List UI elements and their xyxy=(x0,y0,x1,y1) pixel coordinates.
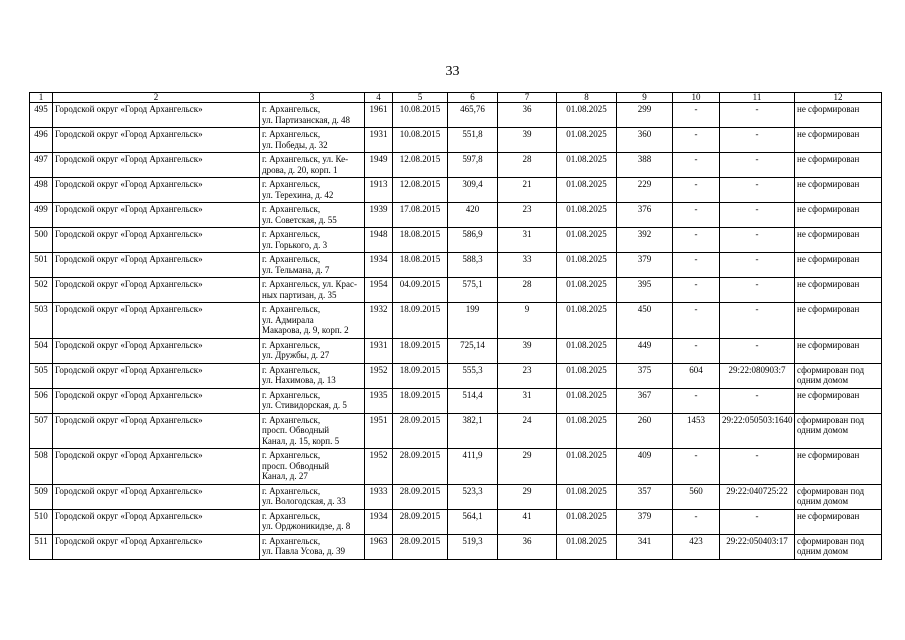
column11-cell: 29:22:080903:7 xyxy=(720,363,795,388)
residents-cell: 31 xyxy=(498,228,557,253)
date-cell: 28.09.2015 xyxy=(393,509,448,534)
column11-cell: - xyxy=(720,303,795,339)
column10-cell: - xyxy=(673,278,720,303)
district-cell: Городской округ «Город Архангельск» xyxy=(53,388,260,413)
year-cell: 1954 xyxy=(365,278,393,303)
plan-date-cell: 01.08.2025 xyxy=(557,484,617,509)
row-number: 500 xyxy=(30,228,53,253)
column10-cell: 1453 xyxy=(673,413,720,449)
address-cell-line: ул. Орджоникидзе, д. 8 xyxy=(262,521,351,531)
address-cell-line: ул. Павла Усова, д. 39 xyxy=(262,546,345,556)
residents-cell: 28 xyxy=(498,278,557,303)
status-cell-line: не сформирован xyxy=(797,510,860,521)
address-cell-line: г. Архангельск, xyxy=(262,535,321,546)
date-cell: 12.08.2015 xyxy=(393,178,448,203)
column-number-row xyxy=(30,93,882,103)
district-cell: Городской округ «Город Архангельск» xyxy=(53,484,260,509)
address-cell-line: г. Архангельск, xyxy=(262,204,321,214)
address-cell xyxy=(260,534,365,559)
district-cell: Городской округ «Город Архангельск» xyxy=(53,278,260,303)
column10-cell: - xyxy=(673,509,720,534)
column10-cell: - xyxy=(673,203,720,228)
year-cell: 1951 xyxy=(365,413,393,449)
column-header: 2 xyxy=(53,93,260,103)
date-cell: 10.08.2015 xyxy=(393,103,448,128)
date-cell: 28.09.2015 xyxy=(393,413,448,449)
days-cell: 341 xyxy=(617,534,673,559)
status-cell-line: не сформирован xyxy=(797,279,860,289)
days-cell: 379 xyxy=(617,253,673,278)
year-cell: 1932 xyxy=(365,303,393,339)
plan-date-cell: 01.08.2025 xyxy=(557,278,617,303)
days-cell: 299 xyxy=(617,103,673,128)
status-cell xyxy=(795,484,882,509)
status-cell-line: одним домом xyxy=(797,425,849,435)
status-cell-line: одним домом xyxy=(797,546,849,556)
address-cell-line: г. Архангельск, ул. Ке- xyxy=(262,154,349,164)
plan-date-cell: 01.08.2025 xyxy=(557,338,617,363)
district-cell: Городской округ «Город Архангельск» xyxy=(53,338,260,363)
column11-cell: - xyxy=(720,278,795,303)
residents-cell: 28 xyxy=(498,153,557,178)
column-header: 3 xyxy=(260,93,365,103)
address-cell xyxy=(260,449,365,485)
district-cell: Городской округ «Город Архангельск» xyxy=(53,449,260,485)
days-cell: 388 xyxy=(617,153,673,178)
table-row xyxy=(30,363,882,388)
address-cell-line: г. Архангельск, xyxy=(262,485,321,496)
address-cell xyxy=(260,413,365,449)
area-cell: 586,9 xyxy=(448,228,498,253)
date-cell: 18.09.2015 xyxy=(393,388,448,413)
plan-date-cell: 01.08.2025 xyxy=(557,178,617,203)
district-cell: Городской округ «Город Архангельск» xyxy=(53,303,260,339)
address-cell-line: г. Архангельск, xyxy=(262,414,321,425)
plan-date-cell: 01.08.2025 xyxy=(557,388,617,413)
table-row xyxy=(30,509,882,534)
status-cell-line: не сформирован xyxy=(797,304,860,314)
column10-cell: 423 xyxy=(673,534,720,559)
address-cell xyxy=(260,338,365,363)
year-cell: 1935 xyxy=(365,388,393,413)
district-cell: Городской округ «Город Архангельск» xyxy=(53,228,260,253)
column-header: 4 xyxy=(365,93,393,103)
column10-cell: - xyxy=(673,303,720,339)
row-number: 510 xyxy=(30,509,53,534)
days-cell: 360 xyxy=(617,128,673,153)
status-cell-line: не сформирован xyxy=(797,389,860,400)
area-cell: 564,1 xyxy=(448,509,498,534)
plan-date-cell: 01.08.2025 xyxy=(557,449,617,485)
address-cell xyxy=(260,253,365,278)
area-cell: 465,76 xyxy=(448,103,498,128)
plan-date-cell: 01.08.2025 xyxy=(557,228,617,253)
column-header: 9 xyxy=(617,93,673,103)
district-cell: Городской округ «Город Архангельск» xyxy=(53,534,260,559)
row-number: 495 xyxy=(30,103,53,128)
address-cell-line: просп. Обводный xyxy=(262,460,330,471)
days-cell: 375 xyxy=(617,363,673,388)
district-cell: Городской округ «Город Архангельск» xyxy=(53,128,260,153)
plan-date-cell: 01.08.2025 xyxy=(557,128,617,153)
residents-cell: 39 xyxy=(498,128,557,153)
row-number: 499 xyxy=(30,203,53,228)
row-number: 503 xyxy=(30,303,53,339)
address-cell-line: дрова, д. 20, корп. 1 xyxy=(262,164,338,175)
status-cell xyxy=(795,449,882,485)
address-cell-line: ул. Горького, д. 3 xyxy=(262,239,328,250)
status-cell xyxy=(795,153,882,178)
days-cell: 450 xyxy=(617,303,673,339)
address-cell-line: ул. Советская, д. 55 xyxy=(262,214,337,225)
area-cell: 588,3 xyxy=(448,253,498,278)
column11-cell: - xyxy=(720,338,795,363)
column11-cell: - xyxy=(720,253,795,278)
year-cell: 1931 xyxy=(365,338,393,363)
column11-cell: 29:22:050403:17 xyxy=(720,534,795,559)
status-cell-line: сформирован под xyxy=(797,485,865,496)
row-number: 496 xyxy=(30,128,53,153)
address-cell-line: ул. Нахимова, д. 13 xyxy=(262,375,336,385)
area-cell: 382,1 xyxy=(448,413,498,449)
address-cell-line: г. Архангельск, ул. Крас- xyxy=(262,279,357,289)
area-cell: 420 xyxy=(448,203,498,228)
year-cell: 1933 xyxy=(365,484,393,509)
column-header: 6 xyxy=(448,93,498,103)
date-cell: 10.08.2015 xyxy=(393,128,448,153)
address-cell xyxy=(260,203,365,228)
column-header: 5 xyxy=(393,93,448,103)
status-cell-line: не сформирован xyxy=(797,154,860,164)
status-cell-line: сформирован под xyxy=(797,364,865,375)
status-cell xyxy=(795,363,882,388)
residents-cell: 21 xyxy=(498,178,557,203)
year-cell: 1952 xyxy=(365,363,393,388)
address-cell xyxy=(260,103,365,128)
status-cell-line: не сформирован xyxy=(797,179,860,189)
date-cell: 12.08.2015 xyxy=(393,153,448,178)
column11-cell: 29:22:040725:22 xyxy=(720,484,795,509)
address-cell-line: г. Архангельск, xyxy=(262,229,321,239)
year-cell: 1948 xyxy=(365,228,393,253)
year-cell: 1913 xyxy=(365,178,393,203)
status-cell xyxy=(795,338,882,363)
column10-cell: - xyxy=(673,178,720,203)
page-number: 33 xyxy=(445,64,460,79)
district-cell: Городской округ «Город Архангельск» xyxy=(53,178,260,203)
residents-cell: 31 xyxy=(498,388,557,413)
table-row xyxy=(30,484,882,509)
column10-cell: - xyxy=(673,388,720,413)
address-cell-line: ул. Адмирала xyxy=(262,314,314,325)
row-number: 511 xyxy=(30,534,53,559)
row-number: 502 xyxy=(30,278,53,303)
residents-cell: 9 xyxy=(498,303,557,339)
address-cell-line: просп. Обводный xyxy=(262,425,330,435)
address-cell-line: г. Архангельск, xyxy=(262,339,321,350)
date-cell: 28.09.2015 xyxy=(393,484,448,509)
district-cell: Городской округ «Город Архангельск» xyxy=(53,253,260,278)
address-cell-line: г. Архангельск, xyxy=(262,364,321,375)
district-cell: Городской округ «Город Архангельск» xyxy=(53,103,260,128)
address-cell xyxy=(260,153,365,178)
column-header: 8 xyxy=(557,93,617,103)
area-cell: 523,3 xyxy=(448,484,498,509)
address-cell-line: ул. Дружбы, д. 27 xyxy=(262,350,330,360)
status-cell xyxy=(795,534,882,559)
date-cell: 18.09.2015 xyxy=(393,338,448,363)
year-cell: 1963 xyxy=(365,534,393,559)
column11-cell: - xyxy=(720,388,795,413)
table-row xyxy=(30,449,882,485)
address-cell-line: ул. Тельмана, д. 7 xyxy=(262,264,330,275)
table-row xyxy=(30,178,882,203)
column-header: 1 xyxy=(30,93,53,103)
plan-date-cell: 01.08.2025 xyxy=(557,103,617,128)
year-cell: 1961 xyxy=(365,103,393,128)
date-cell: 18.09.2015 xyxy=(393,363,448,388)
area-cell: 514,4 xyxy=(448,388,498,413)
status-cell xyxy=(795,128,882,153)
table-row xyxy=(30,338,882,363)
column11-cell: - xyxy=(720,509,795,534)
address-cell xyxy=(260,303,365,339)
column11-cell: - xyxy=(720,203,795,228)
address-cell-line: Канал, д. 27 xyxy=(262,471,308,481)
column10-cell: - xyxy=(673,449,720,485)
year-cell: 1949 xyxy=(365,153,393,178)
area-cell: 725,14 xyxy=(448,338,498,363)
row-number: 506 xyxy=(30,388,53,413)
days-cell: 409 xyxy=(617,449,673,485)
column11-cell: - xyxy=(720,153,795,178)
plan-date-cell: 01.08.2025 xyxy=(557,153,617,178)
row-number: 505 xyxy=(30,363,53,388)
column10-cell: - xyxy=(673,338,720,363)
column-header: 11 xyxy=(720,93,795,103)
column-header: 10 xyxy=(673,93,720,103)
status-cell-line: не сформирован xyxy=(797,254,860,264)
column10-cell: - xyxy=(673,228,720,253)
column11-cell: 29:22:050503:1640 xyxy=(720,413,795,449)
address-cell xyxy=(260,178,365,203)
column10-cell: - xyxy=(673,153,720,178)
year-cell: 1934 xyxy=(365,509,393,534)
table-row xyxy=(30,128,882,153)
address-cell xyxy=(260,484,365,509)
column-header: 12 xyxy=(795,93,882,103)
days-cell: 229 xyxy=(617,178,673,203)
address-cell-line: г. Архангельск, xyxy=(262,304,321,314)
status-cell xyxy=(795,278,882,303)
residents-cell: 29 xyxy=(498,449,557,485)
plan-date-cell: 01.08.2025 xyxy=(557,253,617,278)
area-cell: 551,8 xyxy=(448,128,498,153)
column10-cell: - xyxy=(673,103,720,128)
area-cell: 575,1 xyxy=(448,278,498,303)
status-cell-line: сформирован под xyxy=(797,414,865,425)
status-cell-line: не сформирован xyxy=(797,204,860,214)
address-cell-line: г. Архангельск, xyxy=(262,510,321,521)
date-cell: 28.09.2015 xyxy=(393,534,448,559)
plan-date-cell: 01.08.2025 xyxy=(557,413,617,449)
status-cell xyxy=(795,203,882,228)
address-cell-line: г. Архангельск, xyxy=(262,254,321,264)
address-cell-line: г. Архангельск, xyxy=(262,179,321,189)
status-cell-line: сформирован под xyxy=(797,535,865,546)
residents-cell: 36 xyxy=(498,534,557,559)
address-cell-line: г. Архангельск, xyxy=(262,389,321,400)
status-cell xyxy=(795,103,882,128)
address-cell-line: ул. Вологодская, д. 33 xyxy=(262,496,346,506)
status-cell-line: не сформирован xyxy=(797,229,860,239)
plan-date-cell: 01.08.2025 xyxy=(557,203,617,228)
status-cell xyxy=(795,303,882,339)
address-cell-line: ул. Стивидорская, д. 5 xyxy=(262,400,347,410)
table-row xyxy=(30,253,882,278)
days-cell: 449 xyxy=(617,338,673,363)
status-cell-line: не сформирован xyxy=(797,450,860,460)
residents-cell: 23 xyxy=(498,203,557,228)
residents-cell: 33 xyxy=(498,253,557,278)
status-cell-line: одним домом xyxy=(797,496,849,506)
residents-cell: 29 xyxy=(498,484,557,509)
status-cell xyxy=(795,178,882,203)
row-number: 507 xyxy=(30,413,53,449)
status-cell-line: не сформирован xyxy=(797,104,860,114)
plan-date-cell: 01.08.2025 xyxy=(557,509,617,534)
column11-cell: - xyxy=(720,128,795,153)
area-cell: 597,8 xyxy=(448,153,498,178)
column10-cell: 560 xyxy=(673,484,720,509)
area-cell: 309,4 xyxy=(448,178,498,203)
status-cell-line: одним домом xyxy=(797,375,849,385)
status-cell-line: не сформирован xyxy=(797,339,860,350)
district-cell: Городской округ «Город Архангельск» xyxy=(53,509,260,534)
district-cell: Городской округ «Город Архангельск» xyxy=(53,363,260,388)
area-cell: 519,3 xyxy=(448,534,498,559)
area-cell: 199 xyxy=(448,303,498,339)
row-number: 501 xyxy=(30,253,53,278)
row-number: 504 xyxy=(30,338,53,363)
address-cell-line: ул. Терехина, д. 42 xyxy=(262,189,334,200)
address-cell xyxy=(260,278,365,303)
status-cell xyxy=(795,413,882,449)
status-cell xyxy=(795,228,882,253)
column11-cell: - xyxy=(720,449,795,485)
table-row xyxy=(30,228,882,253)
table-row xyxy=(30,103,882,128)
district-cell: Городской округ «Город Архангельск» xyxy=(53,203,260,228)
address-cell xyxy=(260,363,365,388)
row-number: 509 xyxy=(30,484,53,509)
plan-date-cell: 01.08.2025 xyxy=(557,534,617,559)
column10-cell: - xyxy=(673,128,720,153)
days-cell: 367 xyxy=(617,388,673,413)
date-cell: 04.09.2015 xyxy=(393,278,448,303)
plan-date-cell: 01.08.2025 xyxy=(557,303,617,339)
address-cell-line: ных партизан, д. 35 xyxy=(262,289,337,300)
date-cell: 28.09.2015 xyxy=(393,449,448,485)
status-cell xyxy=(795,388,882,413)
column11-cell: - xyxy=(720,103,795,128)
address-cell-line: Макарова, д. 9, корп. 2 xyxy=(262,325,349,335)
row-number: 498 xyxy=(30,178,53,203)
address-cell-line: Канал, д. 15, корп. 5 xyxy=(262,435,340,446)
status-cell-line: не сформирован xyxy=(797,129,860,139)
days-cell: 376 xyxy=(617,203,673,228)
address-cell-line: г. Архангельск, xyxy=(262,450,321,460)
residents-cell: 36 xyxy=(498,103,557,128)
column11-cell: - xyxy=(720,228,795,253)
residents-cell: 41 xyxy=(498,509,557,534)
row-number: 508 xyxy=(30,449,53,485)
days-cell: 357 xyxy=(617,484,673,509)
district-cell: Городской округ «Город Архангельск» xyxy=(53,153,260,178)
status-cell xyxy=(795,253,882,278)
address-cell-line: г. Архангельск, xyxy=(262,104,321,114)
address-cell xyxy=(260,128,365,153)
residents-cell: 39 xyxy=(498,338,557,363)
days-cell: 395 xyxy=(617,278,673,303)
table-row xyxy=(30,153,882,178)
area-cell: 555,3 xyxy=(448,363,498,388)
address-cell xyxy=(260,509,365,534)
district-cell: Городской округ «Город Архангельск» xyxy=(53,413,260,449)
area-cell: 411,9 xyxy=(448,449,498,485)
register-table xyxy=(29,92,882,560)
column10-cell: - xyxy=(673,253,720,278)
date-cell: 18.08.2015 xyxy=(393,228,448,253)
residents-cell: 24 xyxy=(498,413,557,449)
address-cell xyxy=(260,388,365,413)
plan-date-cell: 01.08.2025 xyxy=(557,363,617,388)
table-row xyxy=(30,413,882,449)
column11-cell: - xyxy=(720,178,795,203)
year-cell: 1952 xyxy=(365,449,393,485)
table-body xyxy=(30,93,882,560)
year-cell: 1931 xyxy=(365,128,393,153)
table-row xyxy=(30,278,882,303)
date-cell: 18.08.2015 xyxy=(393,253,448,278)
address-cell-line: ул. Партизанская, д. 48 xyxy=(262,114,351,125)
date-cell: 17.08.2015 xyxy=(393,203,448,228)
address-cell-line: ул. Победы, д. 32 xyxy=(262,139,328,150)
days-cell: 379 xyxy=(617,509,673,534)
date-cell: 18.09.2015 xyxy=(393,303,448,339)
days-cell: 260 xyxy=(617,413,673,449)
column-header: 7 xyxy=(498,93,557,103)
table-row xyxy=(30,388,882,413)
residents-cell: 23 xyxy=(498,363,557,388)
column10-cell: 604 xyxy=(673,363,720,388)
days-cell: 392 xyxy=(617,228,673,253)
row-number: 497 xyxy=(30,153,53,178)
address-cell-line: г. Архангельск, xyxy=(262,129,321,139)
table-row xyxy=(30,303,882,339)
address-cell xyxy=(260,228,365,253)
year-cell: 1939 xyxy=(365,203,393,228)
status-cell xyxy=(795,509,882,534)
table-row xyxy=(30,534,882,559)
table-row xyxy=(30,203,882,228)
year-cell: 1934 xyxy=(365,253,393,278)
